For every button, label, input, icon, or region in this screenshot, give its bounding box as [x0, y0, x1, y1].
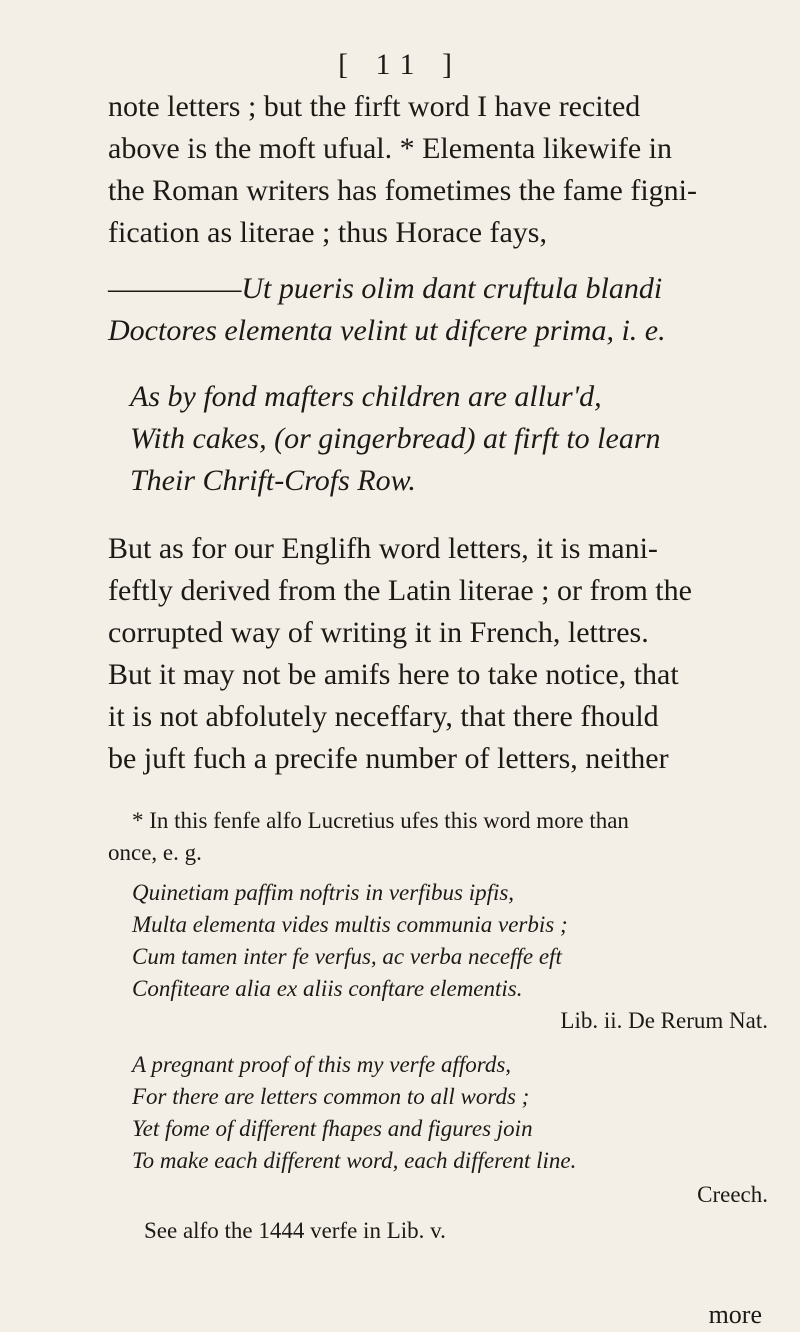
text-line: the Roman writers has fometimes the fame figni-	[108, 174, 697, 207]
text-line: corrupted way of writing it in French, lettres.	[108, 616, 649, 649]
latin-verse-line: Quinetiam paffim noftris in verfibus ipfis,	[132, 880, 515, 905]
page-number-header: [ 11 ]	[338, 48, 462, 81]
english-verse-line: For there are letters common to all words ;	[132, 1084, 530, 1109]
text-line: it is not abfolutely neceffary, that there fhould	[108, 700, 659, 733]
text-line: But as for our Englifh word letters, it is mani-	[108, 532, 658, 565]
text-line: note letters ; but the firft word I have recited	[108, 90, 641, 123]
text-line: be juft fuch a precife number of letters, neither	[108, 742, 669, 775]
verse-line: Their Chrift-Crofs Row.	[130, 464, 416, 497]
text-line: above is the moft ufual. * Elementa likewife in	[108, 132, 672, 165]
verse-line: Doctores elementa velint ut difcere prima, i. e.	[108, 314, 666, 347]
text-line: feftly derived from the Latin literae ; or from the	[108, 574, 692, 607]
text-line: But it may not be amifs here to take notice, that	[108, 658, 679, 691]
catchword: more	[708, 1300, 762, 1329]
english-verse-line: Yet fome of different fhapes and figures join	[132, 1116, 533, 1141]
footnote-intro: * In this fenfe alfo Lucretius ufes this word more than	[132, 808, 629, 833]
verse-line: With cakes, (or gingerbread) at firft to learn	[130, 422, 661, 455]
see-also-note: See alfo the 1444 verfe in Lib. v.	[144, 1218, 446, 1243]
verse-line: —————Ut pueris olim dant cruftula blandi	[108, 272, 663, 305]
footnote-intro-cont: once, e. g.	[108, 840, 202, 865]
english-verse-line: To make each different word, each different line.	[132, 1148, 577, 1173]
english-reference: Creech.	[697, 1182, 768, 1207]
latin-verse-line: Multa elementa vides multis communia verbis ;	[132, 912, 568, 937]
english-verse-line: A pregnant proof of this my verfe affords,	[132, 1052, 512, 1077]
text-line: fication as literae ; thus Horace fays,	[108, 216, 547, 249]
latin-reference: Lib. ii. De Rerum Nat.	[560, 1008, 768, 1033]
latin-verse-line: Confiteare alia ex aliis conftare elementis.	[132, 976, 523, 1001]
verse-line: As by fond mafters children are allur'd,	[130, 380, 602, 413]
latin-verse-line: Cum tamen inter fe verfus, ac verba neceffe eft	[132, 944, 562, 969]
